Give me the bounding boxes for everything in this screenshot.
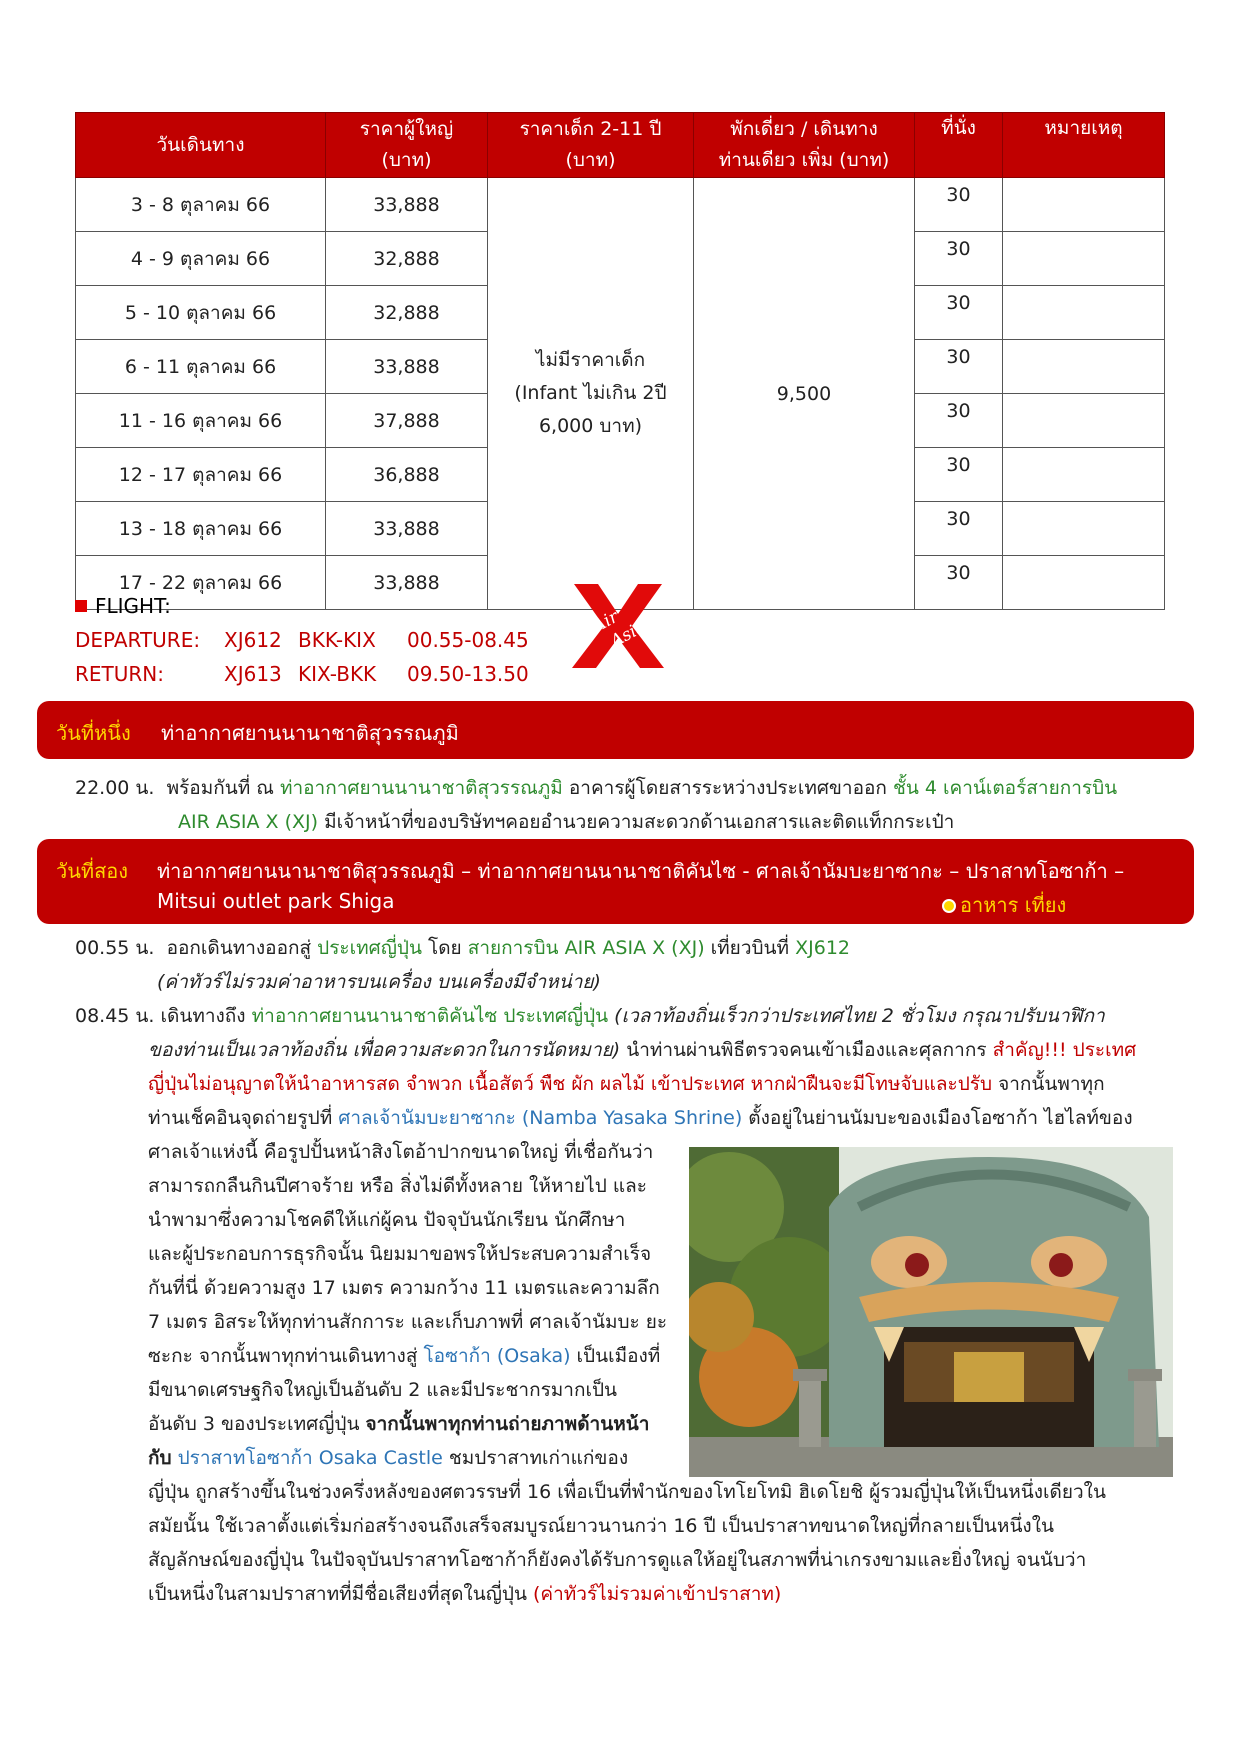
meal-plate-icon [942, 899, 956, 913]
seats-cell: 30 [915, 502, 1003, 556]
day1-line1: 22.00 น. พร้อมกันที่ ณ ท่าอากาศยานนานาชาติสุวรรณภูมิ อาคารผู้โดยสารระหว่างประเทศขาออก ชั้น 4 เคาน์เตอร์สายการบิน [75, 777, 1118, 799]
meal-indicator: อาหาร เที่ยง [942, 889, 1066, 921]
header-single-supplement: พักเดี่ยว / เดินทาง ท่านเดียว เพิ่ม (บาท) [694, 113, 915, 178]
price-table [75, 112, 1165, 610]
day2-event1: 00.55 น. ออกเดินทางออกสู่ ประเทศญี่ปุ่น โดย สายการบิน AIR ASIA X (XJ) เที่ยวบินที่ XJ612 [75, 937, 850, 959]
note-cell [1003, 394, 1165, 448]
day2-header-band [37, 839, 1194, 924]
note-cell [1003, 178, 1165, 232]
adult-price-cell: 33,888 [326, 502, 488, 556]
date-cell: 12 - 17 ตุลาคม 66 [76, 448, 326, 502]
header-seats: ที่นั่ง [915, 113, 1003, 178]
date-cell: 6 - 11 ตุลาคม 66 [76, 340, 326, 394]
header-adult-price: ราคาผู้ใหญ่ (บาท) [326, 113, 488, 178]
day1-header-band [37, 701, 1194, 759]
seats-cell: 30 [915, 286, 1003, 340]
flight-heading: FLIGHT: [75, 594, 171, 618]
date-cell: 11 - 16 ตุลาคม 66 [76, 394, 326, 448]
day1-label: วันที่หนึ่ง [56, 721, 131, 745]
day2-event2-line3: ญี่ปุ่นไม่อนุญาตให้นำอาหารสด จำพวก เนื้อสัตว์ พืช ผัก ผลไม้ เข้าประเทศ หากฝ่าฝืนจะมีโทษจับและปรับ จากนั้นพาทุก [148, 1073, 1105, 1095]
airasia-x-logo [568, 580, 668, 672]
adult-price-cell: 32,888 [326, 286, 488, 340]
shrine-description: ศาลเจ้าแห่งนี้ คือรูปปั้นหน้าสิงโตอ้าปากขนาดใหญ่ ที่เชื่อกันว่า สามารถกลืนกินปีศาจร้าย หรือ สิ่งไม่ดีทั้งหลาย ให้หายไป และ นำพามาซึ่งความโชคดีให้แก่ผู้คน ปัจจุบันนักเรียน นักศึกษา และผู้ประกอบการธุรกิจนั้น นิยมมาขอพรให้ประสบความสำเร็จ กันที่นี่ ด้วยความสูง 17 เมตร ความกว้าง 11 เมตรและความลึก 7 เมตร อิสระให้ทุกท่านสักการะ และเก็บภาพที่ ศาลเจ้านัมบะ ยะ ซะกะ จากนั้นพาทุกท่านเดินทางสู่ โอซาก้า (Osaka) เป็นเมืองที่ มีขนาดเศรษฐกิจใหญ่เป็นอันดับ 2 และมีประชากรมากเป็น อันดับ 3 ของประเทศญี่ปุ่น จากนั้นพาทุกท่านถ่ายภาพด้านหน้า กับ ปราสาทโอซาก้า Osaka Castle ชมปราสาทเก่าแก่ของ [148, 1141, 668, 1469]
svg-text:Asia: Asia [607, 616, 649, 652]
day1-title: ท่าอากาศยานนานาชาติสุวรรณภูมิ [161, 721, 459, 745]
date-cell: 5 - 10 ตุลาคม 66 [76, 286, 326, 340]
day2-event2-line1: 08.45 น. เดินทางถึง ท่าอากาศยานนานาชาติคันไซ ประเทศญี่ปุ่น (เวลาท้องถิ่นเร็วกว่าประเทศไทย 2 ชั่วโมง กรุณาปรับนาฬิกา [75, 1005, 1105, 1027]
date-cell: 13 - 18 ตุลาคม 66 [76, 502, 326, 556]
note-cell [1003, 502, 1165, 556]
seats-cell: 30 [915, 556, 1003, 610]
adult-price-cell: 33,888 [326, 556, 488, 610]
namba-yasaka-shrine-photo [689, 1147, 1173, 1477]
table-header-row [76, 113, 1165, 178]
seats-cell: 30 [915, 448, 1003, 502]
date-cell: 17 - 22 ตุลาคม 66 [76, 556, 326, 610]
adult-price-cell: 32,888 [326, 232, 488, 286]
day2-event2-line4: ท่านเช็คอินจุดถ่ายรูปที่ ศาลเจ้านัมบะยาซากะ (Namba Yasaka Shrine) ตั้งอยู่ในย่านนัมบะของเมืองโอซาก้า ไฮไลท์ของ [148, 1107, 1133, 1129]
seats-cell: 30 [915, 394, 1003, 448]
single-supplement-cell: 9,500 [694, 178, 915, 610]
header-child-price: ราคาเด็ก 2-11 ปี (บาท) [488, 113, 694, 178]
castle-description: ญี่ปุ่น ถูกสร้างขึ้นในช่วงครึ่งหลังของศตวรรษที่ 16 เพื่อเป็นที่พำนักของโทโยโทมิ ฮิเดโยชิ ผู้รวมญี่ปุ่นให้เป็นหนึ่งเดียวใน สมัยนั้น ใช้เวลาตั้งแต่เริ่มก่อสร้างจนถึงเสร็จสมบูรณ์ยาวนานกว่า 16 ปี เป็นปราสาทขนาดใหญ่ที่กลายเป็นหนึ่งใน สัญลักษณ์ของญี่ปุ่น ในปัจจุบันปราสาทโอซาก้าก็ยังคงได้รับการดูแลให้อยู่ในสภาพที่น่าเกรงขามและยิ่งใหญ่ จนนับว่า เป็นหนึ่งในสามปราสาทที่มีชื่อเสียงที่สุดในญี่ปุ่น (ค่าทัวร์ไม่รวมค่าเข้าปราสาท) [148, 1481, 1106, 1605]
child-price-cell: ไม่มีราคาเด็ก (Infant ไม่เกิน 2ปี 6,000 บาท) [488, 178, 694, 610]
svg-text:Air: Air [589, 606, 622, 637]
day2-title-line1: ท่าอากาศยานนานาชาติสุวรรณภูมิ – ท่าอากาศยานนานาชาติคันไซ - ศาลเจ้านัมบะยาซากะ – ปราสาทโอซาก้า – [157, 859, 1125, 883]
note-cell [1003, 232, 1165, 286]
seats-cell: 30 [915, 232, 1003, 286]
note-cell [1003, 556, 1165, 610]
day2-event2-line2: ของท่านเป็นเวลาท้องถิ่น เพื่อความสะดวกในการนัดหมาย) นำท่านผ่านพิธีตรวจคนเข้าเมืองและศุลกากร สำคัญ!!! ประเทศ [148, 1039, 1137, 1061]
adult-price-cell: 37,888 [326, 394, 488, 448]
seats-cell: 30 [915, 340, 1003, 394]
table-row [76, 178, 1165, 232]
day2-event1-note: (ค่าทัวร์ไม่รวมค่าอาหารบนเครื่อง บนเครื่องมีจำหน่าย) [157, 971, 601, 993]
day2-title-line2: Mitsui outlet park Shiga [157, 889, 395, 913]
day1-line2: AIR ASIA X (XJ) มีเจ้าหน้าที่ของบริษัทฯคอยอำนวยความสะดวกด้านเอกสารและติดแท็กกระเป๋า [178, 811, 955, 833]
note-cell [1003, 448, 1165, 502]
note-cell [1003, 286, 1165, 340]
note-cell [1003, 340, 1165, 394]
seats-cell: 30 [915, 178, 1003, 232]
date-cell: 3 - 8 ตุลาคม 66 [76, 178, 326, 232]
adult-price-cell: 36,888 [326, 448, 488, 502]
date-cell: 4 - 9 ตุลาคม 66 [76, 232, 326, 286]
adult-price-cell: 33,888 [326, 340, 488, 394]
header-date: วันเดินทาง [76, 113, 326, 178]
adult-price-cell: 33,888 [326, 178, 488, 232]
bullet-square-icon [75, 600, 87, 612]
header-note: หมายเหตุ [1003, 113, 1165, 178]
day2-label: วันที่สอง [56, 859, 129, 883]
